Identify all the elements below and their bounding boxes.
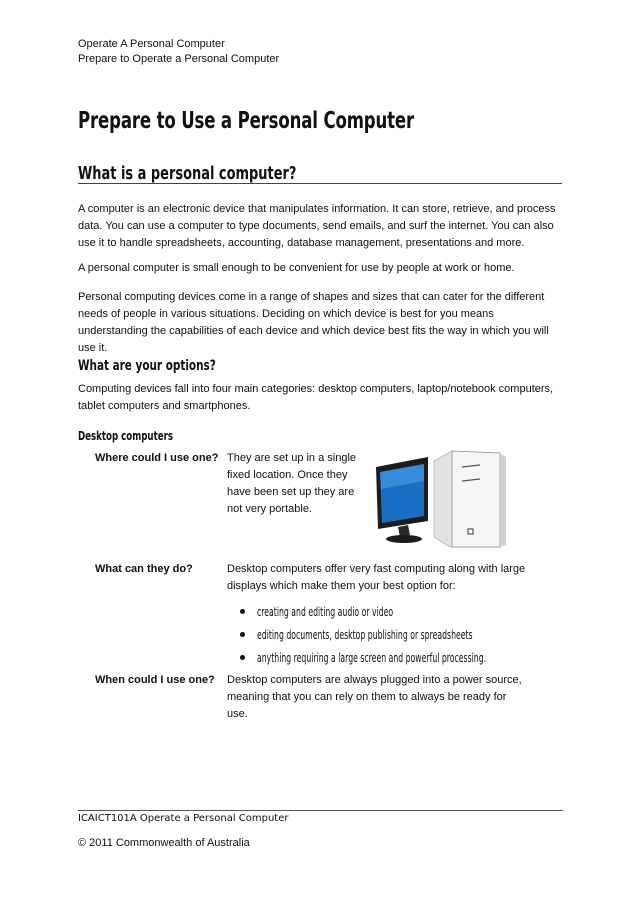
desktop-computer-illustration <box>372 447 518 551</box>
footer-copyright: © 2011 Commonwealth of Australia <box>78 837 250 849</box>
bullet-icon <box>240 609 245 614</box>
footer-course: ICAICT101A Operate a Personal Computer <box>78 813 289 824</box>
section-heading-personal-computer <box>78 158 562 184</box>
paragraph-devices: Personal computing devices come in a range of shapes and sizes that can cater for the different needs of people in various situations. Deciding on which device is best for you means understanding the capabilities of each device and which device best fits the way in which you will use it. <box>78 291 549 354</box>
list-item-text: creating and editing audio or video <box>257 604 394 619</box>
list-item-text: anything requiring a large screen and powerful processing. <box>257 650 487 665</box>
monitor-icon <box>376 457 428 543</box>
question-where-label: Where could I use one? <box>95 452 219 464</box>
page-title: Prepare to Use a Personal Computer <box>78 108 415 134</box>
bullet-icon <box>240 632 245 637</box>
page-header <box>78 37 279 67</box>
answer-where: They are set up in a single fixed location. Once they have been set up they are not very portable. <box>227 452 357 515</box>
subheading-desktop-computers: Desktop computers <box>78 429 173 443</box>
header-line-2: Prepare to Operate a Personal Computer <box>78 53 280 65</box>
tower-icon <box>434 451 506 547</box>
paragraph-categories: Computing devices fall into four main categories: desktop computers, laptop/notebook computers, tablet computers and smartphones. <box>78 383 554 412</box>
bullet-icon <box>240 655 245 660</box>
section-heading-options: What are your options? <box>78 358 216 374</box>
footer-divider <box>78 810 563 811</box>
answer-when: Desktop computers are always plugged into a power source, meaning that you can rely on them to always be ready for use. <box>227 674 522 720</box>
question-what-label: What can they do? <box>95 563 193 575</box>
answer-what: Desktop computers offer very fast computing along with large displays which make them your best option for: <box>227 563 526 592</box>
section-heading-text: What is a personal computer? <box>78 163 297 184</box>
paragraph-size: A personal computer is small enough to be convenient for use by people at work or home. <box>78 262 515 274</box>
list-item-text: editing documents, desktop publishing or spreadsheets <box>257 627 473 642</box>
header-line-1: Operate A Personal Computer <box>78 38 225 50</box>
paragraph-definition: A computer is an electronic device that manipulates information. It can store, retrieve, and process data. You can use a computer to type documents, send emails, and surf the internet. You can also use it to handle spreadsheets, accounting, database management, presentations and more. <box>78 203 556 249</box>
question-when-label: When could I use one? <box>95 674 215 686</box>
